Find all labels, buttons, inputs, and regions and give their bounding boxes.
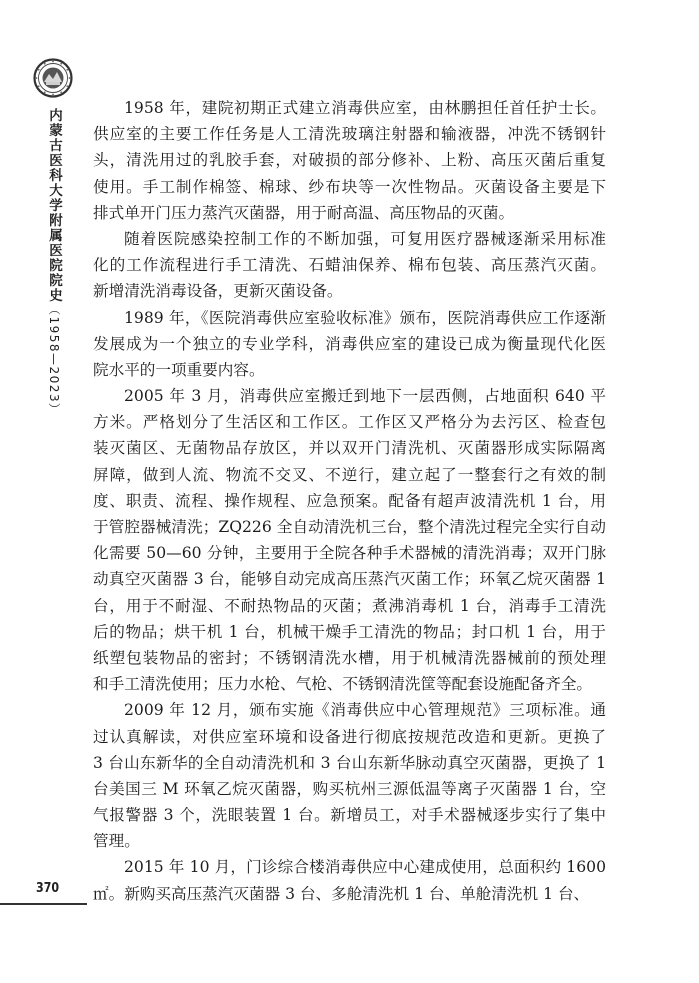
text-line: 发展成为一个独立的专业学科，消毒供应室的建设已成为衡量现代化医 (93, 334, 606, 353)
text-line: 供应室的主要工作任务是人工清洗玻璃注射器和输液器，冲洗不锈钢针 (93, 125, 606, 144)
text-line: 管理。 (93, 832, 140, 851)
text-line: 2015 年 10 月，门诊综合楼消毒供应中心建成使用，总面积约 1600 (124, 858, 606, 877)
text-line: 后的物品；烘干机 1 台，机械干燥手工清洗的物品；封口机 1 台，用于 (93, 622, 606, 641)
text-line: 1958 年，建院初期正式建立消毒供应室，由林鹏担任首任护士长。 (124, 99, 606, 117)
text-line: 化的工作流程进行手工清洗、石蜡油保养、棉布包装、高压蒸汽灭菌。 (93, 256, 606, 275)
text-line: 过认真解读，对供应室环境和设备进行彻底按规范改造和更新。更换了 (93, 727, 606, 746)
text-line: 度、职责、流程、操作规程、应急预案。配备有超声波清洗机 1 台，用 (93, 491, 606, 510)
text-line: 2009 年 12 月，颁布实施《消毒供应中心管理规范》三项标准。通 (124, 701, 606, 720)
text-line: 3 台山东新华的全自动清洗机和 3 台山东新华脉动真空灭菌器，更换了 1 (93, 753, 606, 772)
text-line: 气报警器 3 个，洗眼装置 1 台。新增员工，对手术器械逐步实行了集中 (93, 806, 606, 825)
text-line: ㎡。新购买高压蒸汽灭菌器 3 台、多舱清洗机 1 台、单舱清洗机 1 台、 (93, 884, 590, 903)
text-line: 动真空灭菌器 3 台，能够自动完成高压蒸汽灭菌工作；环氧乙烷灭菌器 1 (93, 570, 606, 589)
text-line: 于管腔器械清洗；ZQ226 全自动清洗机三台，整个清洗过程完全实行自动 (93, 518, 606, 536)
page-number-rule (0, 903, 87, 905)
text-line: 1989 年，《医院消毒供应室验收标准》颁布，医院消毒供应工作逐渐 (124, 308, 606, 327)
text-line: 装灭菌区、无菌物品存放区，并以双开门清洗机、灭菌器形成实际隔离 (93, 439, 606, 458)
text-line: 屏障，做到人流、物流不交叉、不逆行，建立起了一整套行之有效的制 (93, 465, 606, 484)
text-line: 2005 年 3 月，消毒供应室搬迁到地下一层西侧，占地面积 640 平 (124, 387, 606, 406)
text-line: 院水平的一项重要内容。 (93, 360, 265, 379)
body-text (93, 95, 606, 907)
hospital-emblem-icon (33, 58, 73, 98)
text-line: 使用。手工制作棉签、棉球、纱布块等一次性物品。灭菌设备主要是下 (93, 177, 606, 196)
text-line: 台，用于不耐湿、不耐热物品的灭菌；煮沸消毒机 1 台，消毒手工清洗 (93, 596, 606, 615)
text-line: 随着医院感染控制工作的不断加强，可复用医疗器械逐渐采用标准 (124, 229, 606, 248)
text-line: 方米。严格划分了生活区和工作区。工作区又严格分为去污区、检查包 (93, 413, 606, 432)
text-line: 台美国三 M 环氧乙烷灭菌器，购买杭州三源低温等离子灭菌器 1 台，空 (93, 779, 606, 798)
text-line: 新增清洗消毒设备，更新灭菌设备。 (93, 282, 343, 301)
text-line: 排式单开门压力蒸汽灭菌器，用于耐高温、高压物品的灭菌。 (93, 203, 515, 222)
text-line: 头，清洗用过的乳胶手套，对破损的部分修补、上粉、高压灭菌后重复 (93, 151, 606, 170)
text-line: 和手工清洗使用；压力水枪、气枪、不锈钢清洗筐等配套设施配备齐全。 (93, 675, 593, 694)
book-title: 内蒙古医科大学附属医院院史 (46, 108, 62, 303)
text-line: 纸塑包装物品的密封；不锈钢清洗水槽，用于机械清洗器械前的预处理 (93, 648, 606, 667)
page-number: 370 (36, 881, 60, 896)
running-header-book-title (46, 108, 64, 417)
book-years: （1958—2023） (47, 303, 61, 417)
text-line: 化需要 50—60 分钟，主要用于全院各种手术器械的清洗消毒；双开门脉 (93, 544, 606, 563)
